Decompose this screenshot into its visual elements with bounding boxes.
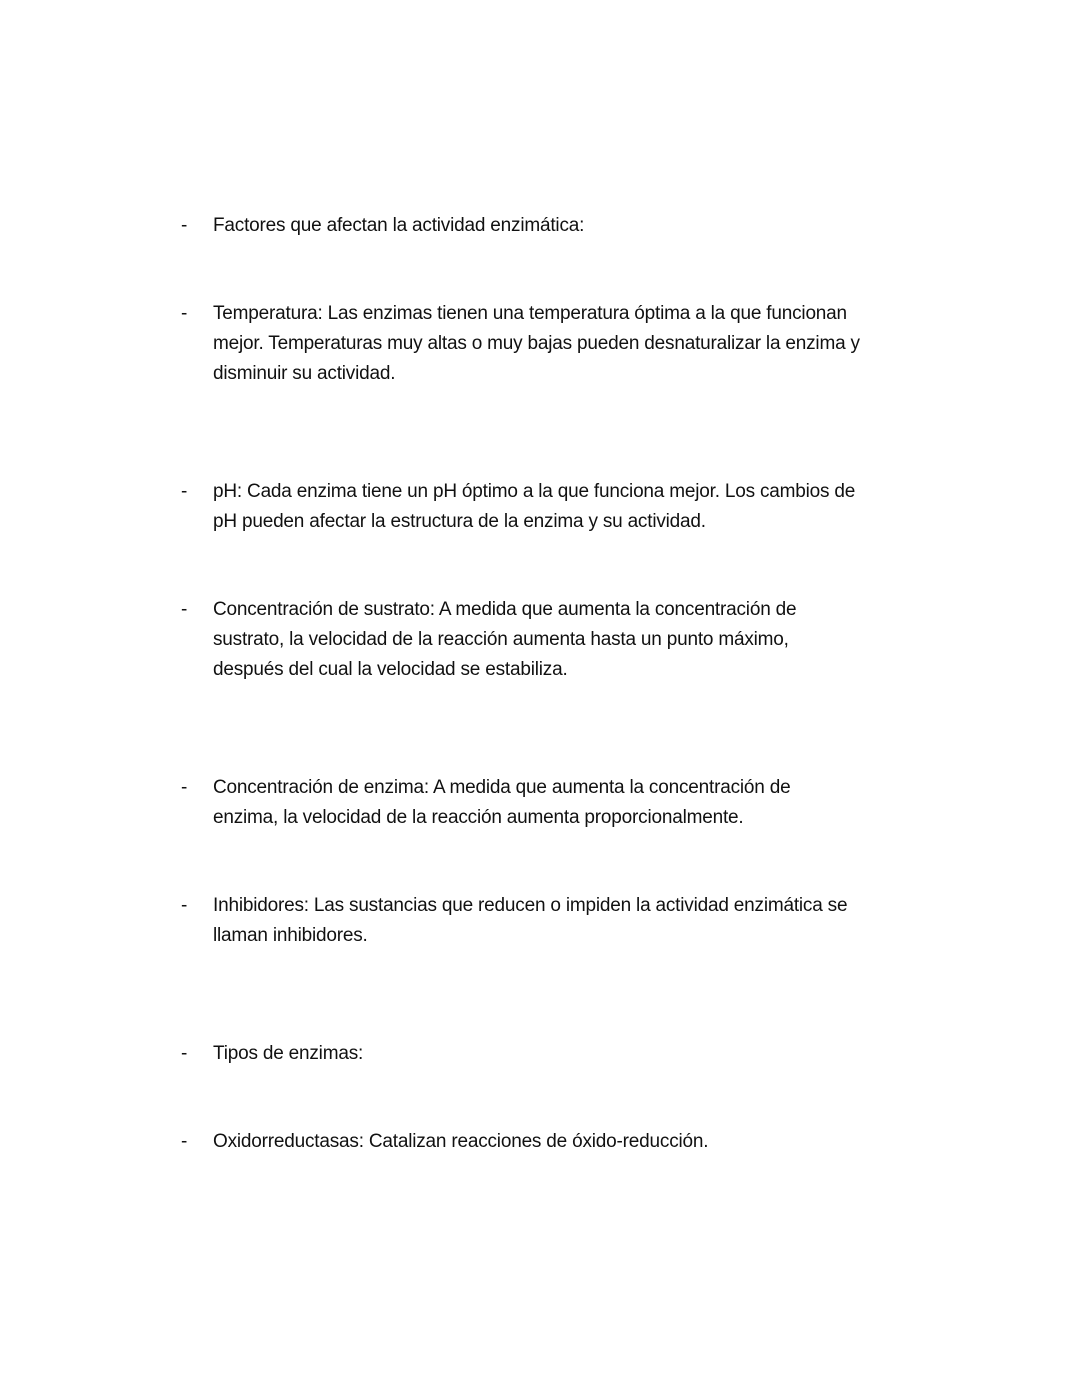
list-item-text: mejor. Temperaturas muy altas o muy bajas pueden desnaturalizar la enzima y <box>213 333 860 354</box>
list-item-text: después del cual la velocidad se estabiliza. <box>213 659 568 680</box>
list-item-text: enzima, la velocidad de la reacción aumenta proporcionalmente. <box>213 807 744 828</box>
bullet-dash: - <box>181 303 188 324</box>
bullet-dash: - <box>181 215 188 236</box>
list-item-text: pH pueden afectar la estructura de la enzima y su actividad. <box>213 511 706 532</box>
list-item-text: Tipos de enzimas: <box>213 1043 364 1064</box>
list-item-text: Inhibidores: Las sustancias que reducen o impiden la actividad enzimática se <box>213 895 848 916</box>
list-item-text: Temperatura: Las enzimas tienen una temperatura óptima a la que funcionan <box>213 303 847 324</box>
list-item-text: sustrato, la velocidad de la reacción aumenta hasta un punto máximo, <box>213 629 789 650</box>
list-item-text: Factores que afectan la actividad enzimática: <box>213 215 585 236</box>
bullet-dash: - <box>181 1131 188 1152</box>
bullet-dash: - <box>181 599 188 620</box>
list-item-text: pH: Cada enzima tiene un pH óptimo a la que funciona mejor. Los cambios de <box>213 481 856 502</box>
bullet-dash: - <box>181 777 188 798</box>
list-item-text: llaman inhibidores. <box>213 925 368 946</box>
list-item-text: Concentración de enzima: A medida que aumenta la concentración de <box>213 777 791 798</box>
bullet-dash: - <box>181 895 188 916</box>
list-item-text: Concentración de sustrato: A medida que aumenta la concentración de <box>213 599 797 620</box>
list-item-text: Oxidorreductasas: Catalizan reacciones de óxido-reducción. <box>213 1131 709 1152</box>
list-item-text: disminuir su actividad. <box>213 363 396 384</box>
bullet-dash: - <box>181 1043 188 1064</box>
bullet-dash: - <box>181 481 188 502</box>
